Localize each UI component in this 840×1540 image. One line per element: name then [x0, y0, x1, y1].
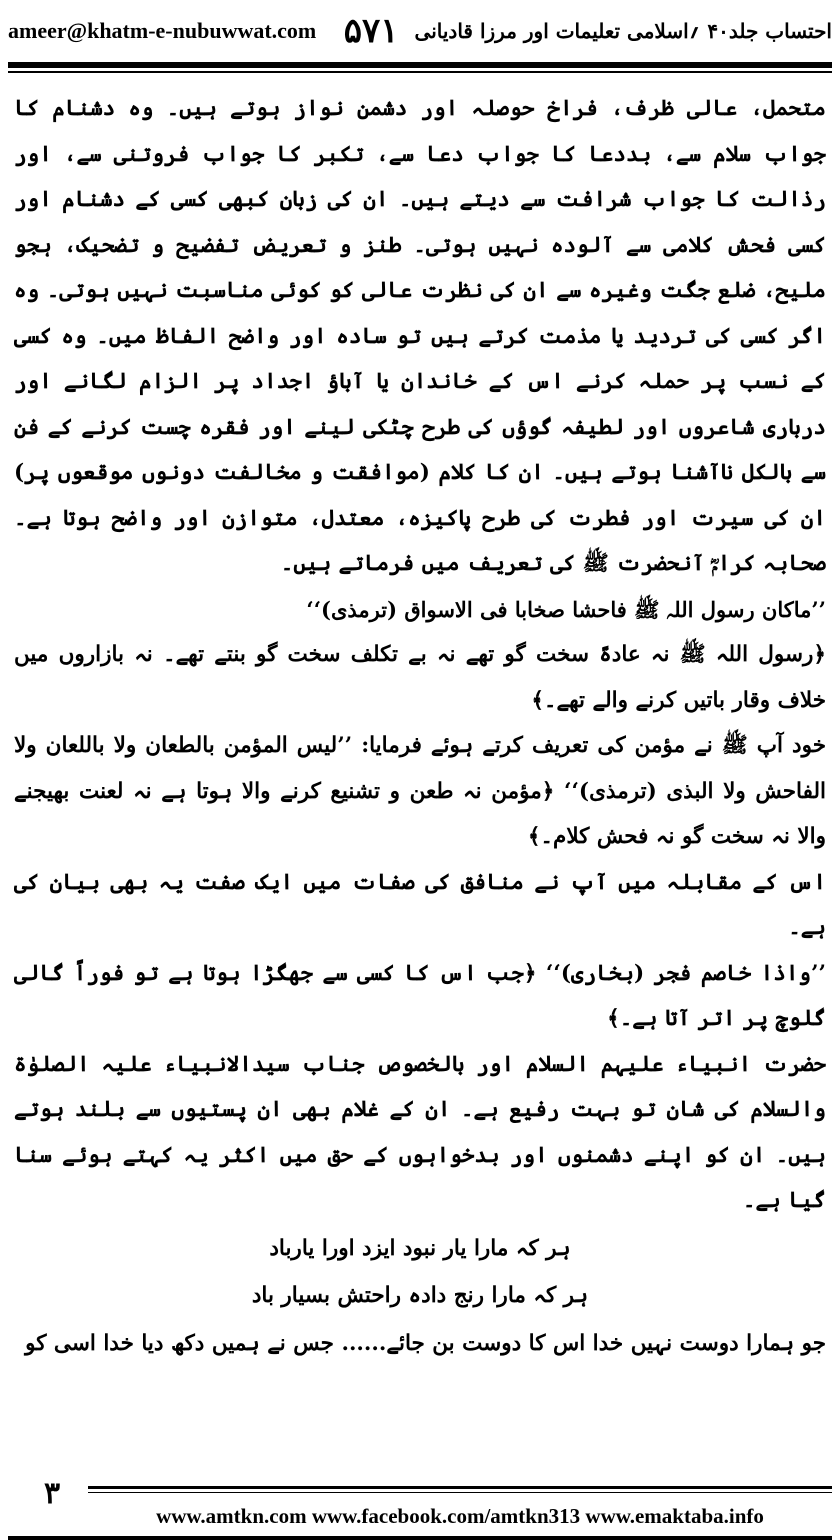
footer-rule-thin: [88, 1492, 832, 1493]
book-title: احتساب جلد۴۰ ؍اسلامی تعلیمات اور مرزا قادیانی: [414, 19, 832, 43]
sheet-number: ۳: [43, 1476, 61, 1511]
paragraph-7: جو ہمارا دوست نہیں خدا اس کا دوست بن جائے...... جس نے ہمیں دکھ دیا خدا اسی کو: [25, 1330, 826, 1356]
verse-line-2: ہر کہ مارا رنج دادہ راحتش بسیار باد: [251, 1283, 589, 1308]
paragraph-3: خود آپ ﷺ نے مؤمن کی تعریف کرتے ہوئے فرمایا: ’’لیس المؤمن بالطعان ولا باللعان ولا الفاحش ولا البذی (ترمذی)‘‘ ﴿مؤمن نہ طعن و تشنیع کرنے والا ہوتا ہے نہ لعنت بھیجنے والا نہ سخت گو نہ فحش کلام۔﴾: [14, 733, 826, 849]
page-header: [8, 0, 832, 62]
header-email[interactable]: ameer@khatm-e-nubuwwat.com: [8, 18, 317, 43]
paragraph-1: متحمل، عالی ظرف، فراخ حوصلہ اور دشمن نواز ہوتے ہیں۔ وہ دشنام کا جواب سلام سے، بددعا کا جواب دعا سے، تکبر کا جواب فروتنی سے، اور رذالت کا جواب شرافت سے دیتے ہیں۔ ان کی زبان کبھی کسی کے دشنام اور کسی فحش کلامی سے آلودہ نہیں ہوتی۔ طنز و تعریض تفضیح و تضحیک، ہجو ملیح، ضلع جگت وغیرہ سے ان کی نظرت عالی کو کوئی مناسبت نہیں ہوتی۔ وہ اگر کسی کی تردید یا مذمت کرتے ہیں تو سادہ اور واضح الفاظ میں۔ وہ کسی کے نسب پر حملہ کرنے اس کے خاندان یا آباؤ اجداد پر الزام لگانے اور درباری شاعروں اور لطیفہ گوؤں کی طرح چٹکی لینے اور فقرہ چست کرنے کے فن سے بالکل ناآشنا ہوتے ہیں۔ ان کا کلام (موافقت و مخالفت دونوں موقعوں پر) ان کی سیرت اور فطرت کی طرح پاکیزہ، معتدل، متوازن اور واضح ہوتا ہے۔ صحابہ کرامؓ آنحضرت ﷺ کی تعریف میں فرماتے ہیں۔: [14, 96, 826, 576]
paragraph-2: ﴿رسول اللہ ﷺ نہ عادۃً سخت گو تھے نہ بے تکلف سخت گو بنتے تھے۔ نہ بازاروں میں خلاف وقار باتیں کرنے والے تھے۔﴾: [14, 642, 826, 713]
paragraph-4: اس کے مقابلہ میں آپ نے منافق کی صفات میں ایک صفت یہ بھی بیان کی ہے۔: [14, 869, 826, 940]
quote-tirmidhi-1: ’’ماکان رسول اللہ ﷺ فاحشا صخابا فی الاسواق (ترمذی)‘‘: [306, 596, 826, 622]
page-body: [14, 86, 826, 1458]
verse-line-1: ہر کہ مارا یار نبود ایزد اورا یارباد: [269, 1235, 571, 1261]
header-rule-thick: [8, 62, 832, 68]
header-right: [344, 11, 832, 51]
paragraph-5: ’’واذا خاصم فجر (بخاری)‘‘ ﴿جب اس کا کسی سے جھگڑا ہوتا ہے تو فوراً گالی گلوچ پر اتر آتا ہے۔﴾: [14, 960, 826, 1031]
header-rule-thin: [8, 71, 832, 73]
footer-bar: [8, 1536, 832, 1540]
footer-rule: [88, 1486, 832, 1489]
footer-links[interactable]: www.amtkn.com www.facebook.com/amtkn313 www.emaktaba.info: [156, 1504, 764, 1528]
paragraph-6: حضرت انبیاء علیہم السلام اور بالخصوص جناب سیدالانبیاء علیہ الصلوٰۃ والسلام کی شان تو بہت رفیع ہے۔ ان کے غلام بھی ان پستیوں سے بلند ہوتے ہیں۔ ان کو اپنے دشمنوں اور بدخواہوں کے حق میں اکثر یہ کہتے ہوئے سنا گیا ہے۔: [14, 1051, 826, 1213]
page-number: ۵۷۱: [343, 11, 399, 51]
